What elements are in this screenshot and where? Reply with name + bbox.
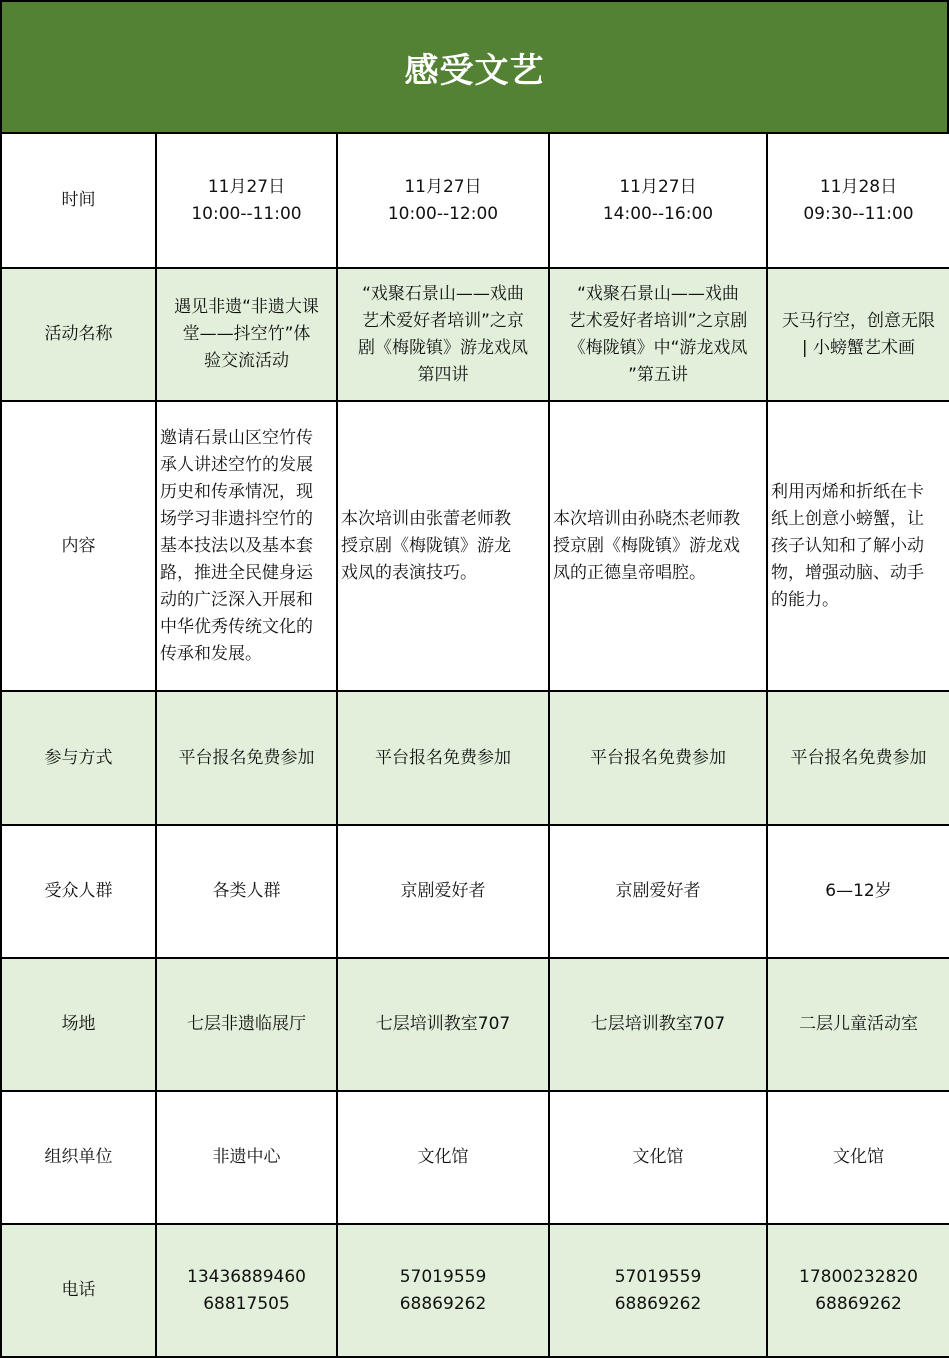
content-cell-2-line-2: 授京剧《梅陇镇》游龙 — [341, 535, 511, 556]
phone-cell-2-line-2: 68869262 — [399, 1293, 487, 1314]
content-cell-4-line-3: 孩子认知和了解小动 — [771, 535, 924, 556]
activity-name-cell-4-line-1: 天马行空，创意无限 — [782, 310, 935, 331]
row-venue — [1, 958, 949, 1091]
content-cell-4 — [767, 401, 949, 691]
venue-cell-4-line-1: 二层儿童活动室 — [799, 1014, 918, 1034]
row-label-content: 内容 — [1, 401, 156, 691]
participation-cell-1-line-1: 平台报名免费参加 — [178, 747, 315, 768]
content-cell-1 — [156, 401, 337, 691]
organizer-cell-3-line-1: 文化馆 — [632, 1147, 684, 1167]
venue-cell-4 — [767, 958, 949, 1091]
content-cell-2 — [337, 401, 549, 691]
time-cell-4-line-1: 11月28日 — [819, 176, 898, 197]
audience-cell-2-line-1: 京剧爱好者 — [400, 881, 486, 901]
content-cell-1-line-4: 场学习非遗抖空竹的 — [160, 508, 313, 529]
phone-cell-1-line-1: 13436889460 — [187, 1266, 306, 1287]
activity-name-cell-2 — [337, 268, 549, 401]
organizer-cell-1 — [156, 1091, 337, 1224]
phone-cell-4-line-1: 17800232820 — [799, 1266, 918, 1287]
title-banner — [0, 0, 949, 134]
venue-cell-1 — [156, 958, 337, 1091]
row-audience — [1, 825, 949, 958]
time-cell-1 — [156, 133, 337, 268]
time-cell-3-line-1: 11月27日 — [619, 176, 697, 197]
content-cell-4-line-2: 纸上创意小螃蟹，让 — [771, 508, 924, 529]
row-content — [1, 401, 949, 691]
time-cell-1-line-2: 10:00--11:00 — [191, 203, 302, 224]
activity-name-cell-3 — [549, 268, 767, 401]
activity-name-cell-3-line-4: ”第五讲 — [628, 364, 688, 385]
content-cell-1-line-9: 传承和发展。 — [160, 643, 262, 664]
activity-name-cell-4 — [767, 268, 949, 401]
time-cell-2-line-1: 11月27日 — [404, 176, 482, 197]
activity-name-cell-2-line-1: “戏聚石景山——戏曲 — [362, 283, 524, 304]
row-label-audience: 受众人群 — [1, 825, 156, 958]
phone-cell-3-line-1: 57019559 — [614, 1266, 702, 1287]
audience-cell-1-line-1: 各类人群 — [212, 881, 281, 901]
organizer-cell-4-line-1: 文化馆 — [833, 1147, 884, 1167]
participation-cell-2-line-1: 平台报名免费参加 — [375, 747, 511, 768]
participation-cell-2 — [337, 691, 549, 825]
phone-cell-3 — [549, 1224, 767, 1357]
sheet-title: 感受文艺 — [404, 50, 545, 91]
venue-cell-3-line-1: 七层培训教室707 — [590, 1014, 726, 1034]
audience-cell-3-line-1: 京剧爱好者 — [615, 881, 701, 901]
row-phone — [1, 1224, 949, 1357]
phone-cell-2 — [337, 1224, 549, 1357]
content-cell-3-line-3: 凤的正德皇帝唱腔。 — [553, 562, 706, 583]
participation-cell-1 — [156, 691, 337, 825]
phone-cell-4 — [767, 1224, 949, 1357]
content-cell-3-line-1: 本次培训由孙晓杰老师教 — [553, 508, 740, 529]
organizer-cell-4 — [767, 1091, 949, 1224]
row-label-phone: 电话 — [1, 1224, 156, 1357]
venue-cell-2 — [337, 958, 549, 1091]
audience-cell-3 — [549, 825, 767, 958]
content-cell-1-line-5: 基本技法以及基本套 — [160, 535, 313, 556]
venue-cell-1-line-1: 七层非遗临展厅 — [187, 1014, 306, 1034]
activity-name-cell-2-line-3: 剧《梅陇镇》游龙戏凤 — [358, 337, 528, 358]
row-organizer — [1, 1091, 949, 1224]
row-label-venue: 场地 — [1, 958, 156, 1091]
content-cell-3-line-2: 授京剧《梅陇镇》游龙戏 — [553, 535, 740, 556]
phone-cell-2-line-1: 57019559 — [399, 1266, 487, 1287]
audience-cell-1 — [156, 825, 337, 958]
content-cell-1-line-7: 动的广泛深入开展和 — [160, 589, 313, 610]
time-cell-2-line-2: 10:00--12:00 — [387, 203, 499, 224]
content-cell-4-line-4: 物，增强动脑、动手 — [771, 562, 924, 583]
row-activity-name — [1, 268, 949, 401]
organizer-cell-2-line-1: 文化馆 — [417, 1147, 469, 1167]
phone-cell-1-line-2: 68817505 — [203, 1293, 290, 1314]
content-cell-2-line-3: 戏凤的表演技巧。 — [341, 562, 477, 583]
content-cell-1-line-3: 历史和传承情况，现 — [160, 481, 313, 502]
time-cell-3 — [549, 133, 767, 268]
participation-cell-3-line-1: 平台报名免费参加 — [590, 747, 726, 768]
activity-name-cell-2-line-4: 第四讲 — [417, 364, 469, 385]
participation-cell-3 — [549, 691, 767, 825]
phone-cell-4-line-2: 68869262 — [815, 1293, 902, 1314]
row-time — [1, 133, 949, 268]
activity-name-cell-1-line-1: 遇见非遗“非遗大课 — [174, 297, 319, 317]
participation-cell-4 — [767, 691, 949, 825]
audience-cell-4-line-1: 6—12岁 — [825, 881, 892, 901]
content-cell-1-line-8: 中华优秀传统文化的 — [160, 616, 313, 637]
activity-name-cell-3-line-2: 艺术爱好者培训”之京剧 — [568, 310, 748, 331]
content-cell-2-line-1: 本次培训由张蕾老师教 — [341, 508, 511, 529]
row-label-activity-name: 活动名称 — [1, 268, 156, 401]
content-cell-4-line-5: 的能力。 — [771, 589, 839, 610]
schedule-table — [0, 132, 949, 1358]
content-cell-3 — [549, 401, 767, 691]
time-cell-1-line-1: 11月27日 — [207, 176, 286, 197]
time-cell-3-line-2: 14:00--16:00 — [602, 203, 714, 224]
content-cell-1-line-6: 路，推进全民健身运 — [160, 562, 313, 583]
activity-name-cell-1-line-2: 堂——抖空竹”体 — [182, 324, 311, 344]
organizer-cell-3 — [549, 1091, 767, 1224]
row-label-time: 时间 — [1, 133, 156, 268]
phone-cell-1 — [156, 1224, 337, 1357]
activity-name-cell-3-line-1: “戏聚石景山——戏曲 — [577, 283, 739, 304]
time-cell-4 — [767, 133, 949, 268]
participation-cell-4-line-1: 平台报名免费参加 — [790, 747, 927, 768]
phone-cell-3-line-2: 68869262 — [614, 1293, 702, 1314]
content-cell-1-line-2: 承人讲述空竹的发展 — [160, 454, 313, 475]
activity-name-cell-4-line-2: | 小螃蟹艺术画 — [801, 337, 916, 358]
audience-cell-4 — [767, 825, 949, 958]
activity-name-cell-3-line-3: 《梅陇镇》中“游龙戏凤 — [568, 337, 748, 358]
venue-cell-2-line-1: 七层培训教室707 — [375, 1014, 511, 1034]
activity-name-cell-2-line-2: 艺术爱好者培训”之京 — [362, 310, 524, 331]
row-label-participation: 参与方式 — [1, 691, 156, 825]
content-cell-4-line-1: 利用丙烯和折纸在卡 — [771, 481, 924, 502]
venue-cell-3 — [549, 958, 767, 1091]
content-cell-1-line-1: 邀请石景山区空竹传 — [160, 427, 313, 448]
time-cell-2 — [337, 133, 549, 268]
time-cell-4-line-2: 09:30--11:00 — [803, 203, 914, 224]
organizer-cell-2 — [337, 1091, 549, 1224]
row-label-organizer: 组织单位 — [1, 1091, 156, 1224]
row-participation — [1, 691, 949, 825]
audience-cell-2 — [337, 825, 549, 958]
organizer-cell-1-line-1: 非遗中心 — [212, 1147, 281, 1167]
activity-name-cell-1 — [156, 268, 337, 401]
activity-name-cell-1-line-3: 验交流活动 — [204, 351, 289, 371]
